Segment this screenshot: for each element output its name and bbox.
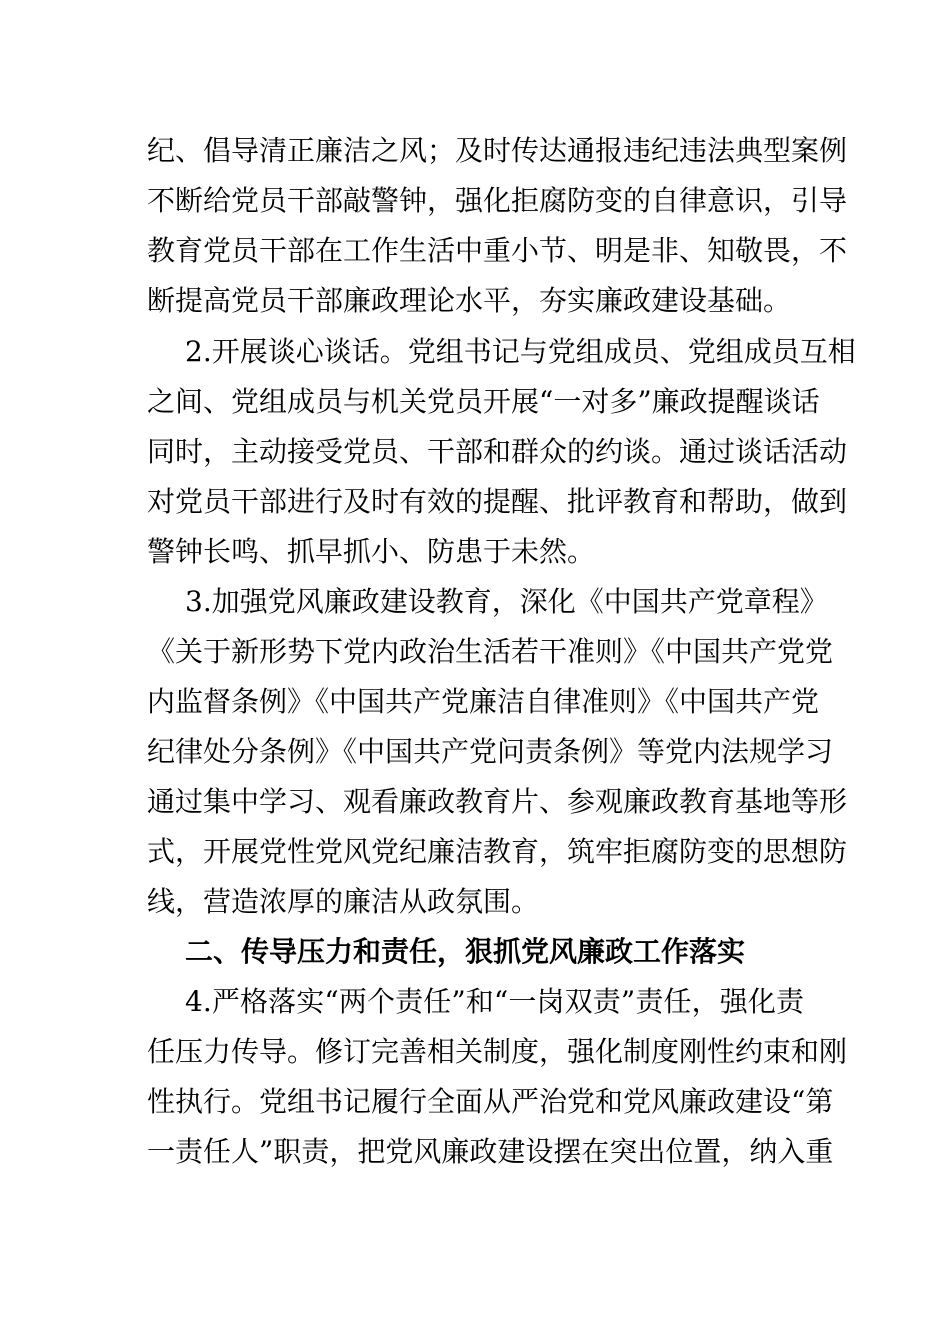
paragraph-line: 式，开展党性党风党纪廉洁教育，筑牢拒腐防变的思想防 <box>147 835 848 868</box>
section-heading: 二、传导压力和责任，狠抓党风廉政工作落实 <box>185 935 746 968</box>
paragraph-line: 对党员干部进行及时有效的提醒、批评教育和帮助，做到 <box>147 485 848 518</box>
paragraph-line: 4.严格落实“两个责任”和“一岗双责”责任，强化责 <box>185 985 804 1018</box>
paragraph-line: 一责任人”职责，把党风廉政建设摆在突出位置，纳入重 <box>147 1135 834 1168</box>
paragraph-line: 断提高党员干部廉政理论水平，夯实廉政建设基础。 <box>147 284 792 317</box>
paragraph-line: 内监督条例》《中国共产党廉洁自律准则》《中国共产党 <box>147 685 820 718</box>
paragraph-line: 线，营造浓厚的廉洁从政氛围。 <box>147 885 540 918</box>
paragraph-line: 之间、党组成员与机关党员开展“一对多”廉政提醒谈话 <box>147 385 820 418</box>
paragraph-line: 纪律处分条例》《中国共产党问责条例》等党内法规学习 <box>147 735 834 768</box>
paragraph-line: 2.开展谈心谈话。党组书记与党组成员、党组成员互相 <box>185 335 856 368</box>
paragraph-line: 3.加强党风廉政建设教育，深化《中国共产党章程》 <box>185 585 828 618</box>
paragraph-line: 同时，主动接受党员、干部和群众的约谈。通过谈话活动 <box>147 435 848 468</box>
paragraph-line: 教育党员干部在工作生活中重小节、明是非、知敬畏，不 <box>147 234 848 267</box>
paragraph-line: 纪、倡导清正廉洁之风；及时传达通报违纪违法典型案例 <box>147 134 848 167</box>
paragraph-line: 性执行。党组书记履行全面从严治党和党风廉政建设“第 <box>147 1085 834 1118</box>
paragraph-line: 不断给党员干部敲警钟，强化拒腐防变的自律意识，引导 <box>147 184 848 217</box>
paragraph-line: 警钟长鸣、抓早抓小、防患于未然。 <box>147 535 596 568</box>
paragraph-line: 《关于新形势下党内政治生活若干准则》《中国共产党党 <box>147 635 834 668</box>
paragraph-line: 通过集中学习、观看廉政教育片、参观廉政教育基地等形 <box>147 785 848 818</box>
paragraph-line: 任压力传导。修订完善相关制度，强化制度刚性约束和刚 <box>147 1035 848 1068</box>
